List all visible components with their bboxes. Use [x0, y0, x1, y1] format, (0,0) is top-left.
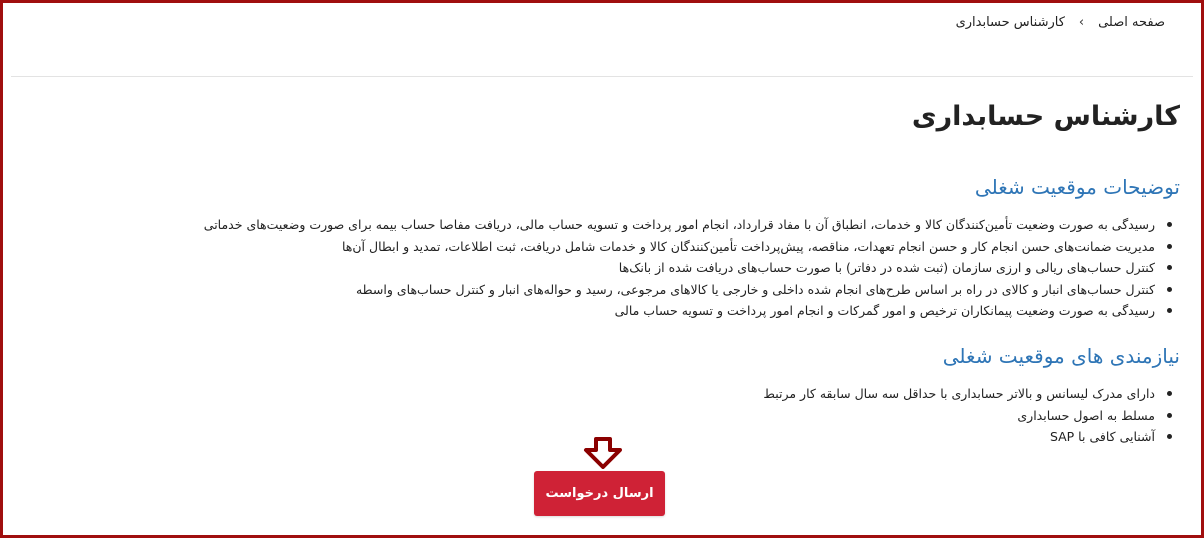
- chevron-left-icon: ›: [1078, 15, 1085, 30]
- send-application-button[interactable]: ارسال درخواست: [534, 471, 665, 516]
- header-divider: [11, 76, 1193, 77]
- description-list: [204, 214, 1177, 322]
- page-title: کارشناس حسابداری: [911, 101, 1180, 132]
- breadcrumb-current: کارشناس حسابداری: [955, 15, 1065, 30]
- list-item: رسیدگی به صورت وضعیت پیمانکاران ترخیص و امور گمرکات و انجام امور پرداخت و تسویه حساب مالی: [204, 300, 1155, 322]
- list-item: رسیدگی به صورت وضعیت تأمین‌کنندگان کالا و خدمات، انطباق آن با مفاد قرارداد، انجام امور پرداخت و تسویه حساب مالی، دریافت مفاصا حساب بیمه برای صورت وضعیت‌های خدماتی: [204, 214, 1155, 236]
- requirements-list: [763, 383, 1177, 448]
- list-item: آشنایی کافی با SAP: [763, 426, 1155, 448]
- list-item: دارای مدرک لیسانس و بالاتر حسابداری با حداقل سه سال سابقه کار مرتبط: [763, 383, 1155, 405]
- breadcrumb: [956, 15, 1165, 30]
- breadcrumb-home-link[interactable]: صفحه اصلی: [1098, 15, 1165, 30]
- list-item: کنترل حساب‌های انبار و کالای در راه بر اساس طرح‌های انجام شده داخلی و خارجی یا کالاهای مرجوعی، رسید و حواله‌های انبار و کنترل حساب‌های واسطه: [204, 279, 1155, 301]
- list-item: کنترل حساب‌های ریالی و ارزی سازمان (ثبت شده در دفاتر) با صورت حساب‌های دریافت شده از بانک‌ها: [204, 257, 1155, 279]
- down-arrow-icon: [583, 437, 623, 469]
- list-item: مسلط به اصول حسابداری: [763, 405, 1155, 427]
- list-item: مدیریت ضمانت‌های حسن انجام کار و حسن انجام تعهدات، مناقصه، پیش‌پرداخت تأمین‌کنندگان کالا و خدمات شامل دریافت، ثبت اطلاعات، تمدید و ابطال آن‌ها: [204, 236, 1155, 258]
- requirements-heading: نیازمندی های موقعیت شغلی: [942, 344, 1180, 368]
- description-heading: توضیحات موقعیت شغلی: [974, 175, 1180, 199]
